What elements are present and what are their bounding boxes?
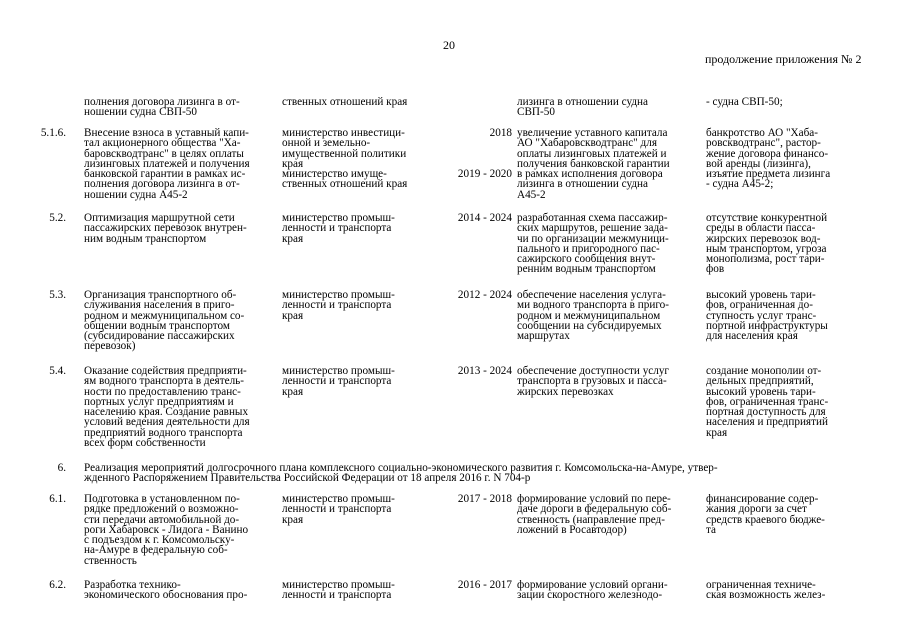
years-second: 2019 - 2020 — [457, 168, 512, 180]
result-cell: формирование условий органи- зации скоростного железнодо- — [517, 579, 668, 602]
result-cell: обеспечение доступности услуг транспорта в грузовых и пасса- жирских перевозках — [517, 365, 670, 398]
result-cell: формирование условий по пере- даче дороги в федеральную соб- ственность (направление пред- ложений в Росавтодор) — [517, 493, 672, 536]
executor-cell: ственных отношений края — [282, 96, 408, 108]
result-cell: разработанная схема пассажир- ских маршрутов, решение зада- чи по организации межмуници- пального и пригородного пас- сажирского сообщения внут- ренним водным транспортом — [517, 212, 669, 276]
executor-cell: министерство промыш- ленности и транспорта — [282, 579, 395, 602]
risk-cell: банкротство АО "Хаба- ровскводтранс", растор- жение договора финансо- вой аренды (лизинга), изъятие предмета лизинга - судна А45-2; — [706, 127, 831, 191]
item-number: 5.4. — [49, 365, 66, 377]
executor-cell: министерство промыш- ленности и транспорта края — [282, 212, 395, 245]
executor-cell: министерство промыш- ленности и транспорта края — [282, 289, 395, 322]
section-title: Реализация мероприятий долгосрочного плана комплексного социально-экономического развития г. Комсомольска-на-Амуре, утвер- жденного Распоряжением Правительства Российской Федерации от 18 апреля 2016 г. N 704-р — [84, 462, 718, 485]
risk-cell: финансирование содер- жания дороги за счет средств краевого бюдже- та — [706, 493, 825, 536]
executor-cell: министерство промыш- ленности и транспорта края — [282, 365, 395, 398]
section-number: 6. — [57, 462, 66, 474]
years-cell — [440, 127, 512, 180]
item-number: 5.1.6. — [40, 127, 66, 139]
years-cell: 2014 - 2024 — [457, 212, 512, 224]
result-cell: лизинга в отношении судна СВП-50 — [517, 96, 648, 119]
result-cell: обеспечение населения услуга- ми водного транспорта в приго- родном и межмуниципальном сообщении на субсидируемых маршрутах — [517, 289, 669, 343]
item-number: 5.3. — [49, 289, 66, 301]
executor-cell: министерство промыш- ленности и транспорта края — [282, 493, 395, 526]
executor-cell: министерство инвестици- онной и земельно- имущественной политики края министерство имуще- ственных отношений края — [282, 127, 408, 191]
years-cell: 2012 - 2024 — [457, 289, 512, 301]
event-cell: Организация транспортного об- служивания населения в приго- родном и межмуниципальном со- общении водным транспортом (субсидирование пассажирских перевозок) — [84, 289, 245, 353]
event-cell: Подготовка в установленном по- рядке предложений о возможно- сти передачи автомобильной до- роги Хабаровск - Лидога - Ванино с подъездом к г. Комсомольску- на-Амуре в федеральную соб- ственность — [84, 493, 249, 567]
years-cell: 2017 - 2018 — [457, 493, 512, 505]
item-number: 5.2. — [49, 212, 66, 224]
risk-cell: ограниченная техниче- ская возможность желез- — [706, 579, 826, 602]
event-cell: Разработка технико- экономического обоснования про- — [84, 579, 248, 602]
years-cell: 2013 - 2024 — [457, 365, 512, 377]
item-number: 6.2. — [49, 579, 66, 591]
years-first: 2018 — [489, 127, 512, 139]
risk-cell: высокий уровень тари- фов, ограниченная до- ступность услуг транс- портной инфраструктуры для населения края — [706, 289, 828, 343]
page-number: 20 — [443, 38, 455, 52]
risk-cell: создание монополии от- дельных предприятий, высокий уровень тари- фов, ограниченная транс- портная доступность для населения и предприятий края — [706, 365, 829, 439]
item-number: 6.1. — [49, 493, 66, 505]
event-cell: полнения договора лизинга в от- ношении судна СВП-50 — [84, 96, 240, 119]
event-cell: Внесение взноса в уставный капи- тал акционерного общества "Ха- баровскводтранс" в целях оплаты лизинговых платежей и получения банковской гарантии в рамках ис- полнения договора лизинга в от- ношении судна А45-2 — [84, 127, 250, 201]
years-cell: 2016 - 2017 — [457, 579, 512, 591]
risk-cell: - судна СВП-50; — [706, 96, 783, 108]
result-cell: увеличение уставного капитала АО "Хабаровскводтранс" для оплаты лизинговых платежей и получения банковской гарантии в рамках исполнения договора лизинга в отношении судна А45-2 — [517, 127, 670, 201]
risk-cell: отсутствие конкурентной среды в области пасса- жирских перевозок вод- ным транспортом, угроза монополизма, рост тари- фов — [706, 212, 828, 276]
event-cell: Оказание содействия предприяти- ям водного транспорта в деятель- ности по предоставлению транс- портных услуг предприятиям и населению края. Создание равных условий ведения деятельности для предприятий водного транспорта всех форм собственности — [84, 365, 250, 450]
event-cell: Оптимизация маршрутной сети пассажирских перевозок внутрен- ним водным транспортом — [84, 212, 247, 245]
appendix-continuation-note: продолжение приложения № 2 — [705, 52, 862, 66]
